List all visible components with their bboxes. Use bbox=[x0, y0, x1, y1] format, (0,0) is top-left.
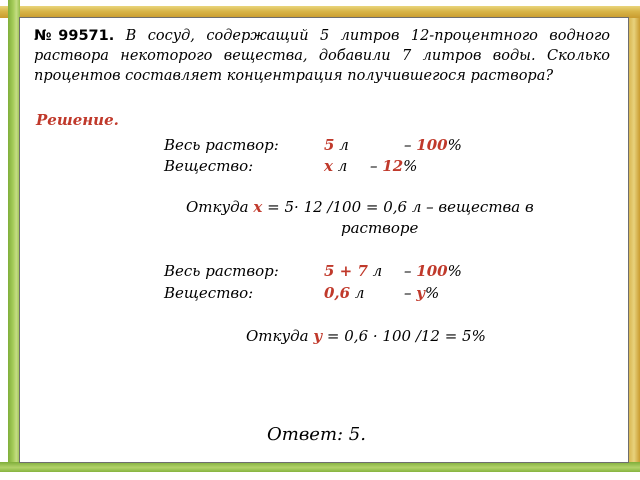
step1-derive-var: x bbox=[253, 198, 263, 216]
problem-number: №99571. bbox=[34, 28, 115, 44]
step1-row2-label: Вещество: bbox=[164, 157, 254, 175]
step1-row2-percent-group bbox=[370, 157, 417, 175]
step2-row1-unit: л bbox=[372, 262, 383, 280]
step1-row1-label: Весь раствор: bbox=[164, 136, 279, 154]
step1-row1-percent: 100 bbox=[416, 136, 448, 154]
step2-derive-var: y bbox=[313, 327, 323, 345]
step2-row2-percent-group bbox=[404, 284, 439, 302]
step1-row2-values bbox=[324, 157, 347, 175]
step2-row1-values bbox=[324, 262, 382, 280]
solution-title: Решение. bbox=[36, 111, 119, 129]
step1-row1-percent-group bbox=[404, 136, 462, 154]
step1-row1-value: 5 bbox=[324, 136, 335, 154]
step2-row1-value: 5 + 7 bbox=[324, 262, 368, 280]
step2-row1-label: Весь раствор: bbox=[164, 262, 279, 280]
step1-row2-unit: л bbox=[337, 157, 348, 175]
step1-derive-prefix: Откуда bbox=[186, 198, 249, 216]
step1-row2-value: x bbox=[324, 157, 333, 175]
step2-row2-percent: y bbox=[416, 284, 425, 302]
step1-row2-percent: 12 bbox=[382, 157, 404, 175]
step1-derive-expr: = 5· 12 /100 = 0,6 л – вещества в bbox=[267, 198, 534, 216]
frame-bottom-bar bbox=[0, 462, 640, 472]
step1-derivation-cont: растворе bbox=[341, 219, 419, 237]
step2-derive-prefix: Откуда bbox=[246, 327, 309, 345]
step2-row1-percent: 100 bbox=[416, 262, 448, 280]
step2-row1-dash: – bbox=[404, 262, 412, 280]
answer: Ответ: 5. bbox=[267, 424, 366, 445]
step1-row2-dash: – bbox=[370, 157, 378, 175]
problem-statement bbox=[34, 26, 610, 86]
step2-row1-pct-sign: % bbox=[447, 262, 462, 280]
step2-derivation bbox=[246, 327, 486, 345]
step2-derive-expr: = 0,6 · 100 /12 = 5% bbox=[326, 327, 486, 345]
step1-row1-pct-sign: % bbox=[447, 136, 462, 154]
step2-row2-value: 0,6 bbox=[324, 284, 351, 302]
step2-row2-dash: – bbox=[404, 284, 412, 302]
step2-row2-unit: л bbox=[354, 284, 365, 302]
step2-row2-pct-sign: % bbox=[425, 284, 440, 302]
frame-right-bar bbox=[628, 18, 640, 470]
step1-row1-unit: л bbox=[339, 136, 349, 154]
step1-row1-dash: – bbox=[404, 136, 412, 154]
step1-derivation bbox=[186, 198, 534, 216]
step1-row1-values bbox=[324, 136, 349, 154]
step2-row2-values bbox=[324, 284, 364, 302]
step2-row1-percent-group bbox=[404, 262, 462, 280]
problem-text: В сосуд, содержащий 5 литров 12-процентного водного раствора некоторого вещества, добавили 7 литров воды. Сколько процентов составляет концентрация получившегося раствора? bbox=[34, 28, 611, 84]
step2-row2-label: Вещество: bbox=[164, 284, 254, 302]
step1-row2-pct-sign: % bbox=[403, 157, 418, 175]
